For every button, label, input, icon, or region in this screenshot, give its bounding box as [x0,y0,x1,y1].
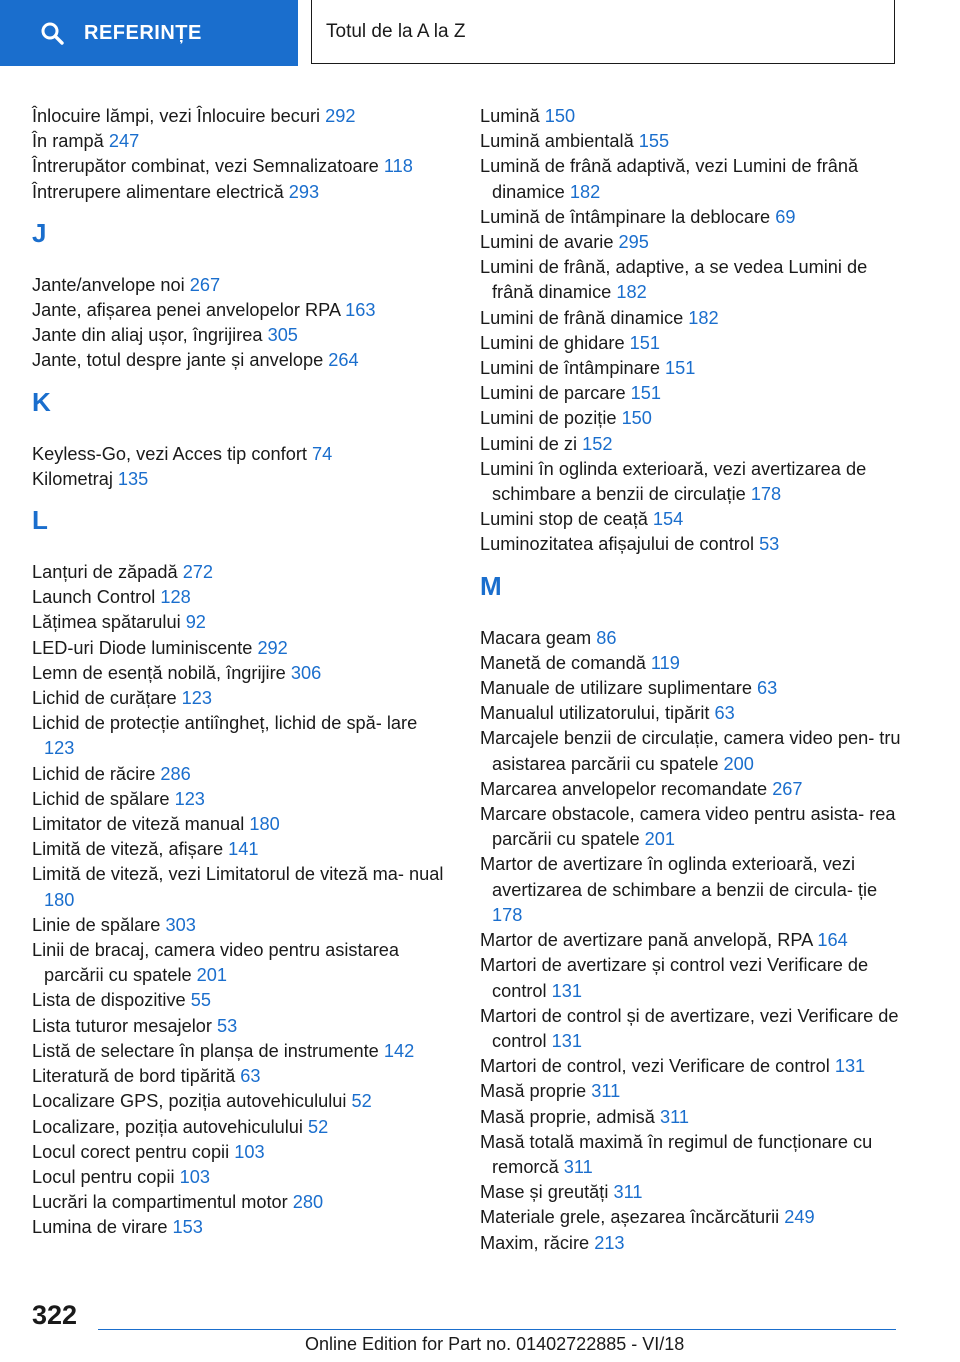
index-entry [32,273,452,298]
index-entry-page-link[interactable]: 52 [308,1116,329,1137]
index-entry [480,953,910,1003]
index-entry-page-link[interactable]: 247 [108,131,140,152]
index-entry-page-link[interactable]: 52 [351,1091,372,1112]
index-entry [480,255,910,305]
index-entry-text: Macara geam [480,627,592,648]
index-entry [480,129,910,154]
index-entry-text: Lemn de esență nobilă, îngrijire [32,662,286,683]
index-entry-text: Lista de dispozitive [32,990,186,1011]
index-entry-text: Lățimea spătarului [32,612,181,633]
index-entry-page-link[interactable]: 135 [117,468,149,489]
index-entry-page-link[interactable]: 86 [596,627,617,648]
index-entry-text: Lumini de frână dinamice [480,307,684,328]
index-letter-heading: M [480,570,502,601]
index-entry [480,928,910,953]
index-entry-page-link[interactable]: 311 [659,1106,689,1127]
index-entry-text: Lanțuri de zăpadă [32,562,178,583]
index-entry [32,1064,452,1089]
index-entry-page-link[interactable]: 63 [240,1066,261,1087]
index-entry [32,711,452,761]
index-entry-page-link[interactable]: 131 [551,980,583,1001]
index-entry-text: Martor de avertizare în oglinda exterioară, vezi avertizarea de schimbare a benzii de circula- ție [480,854,878,900]
index-entry-page-link[interactable]: 272 [182,562,214,583]
index-entry-page-link[interactable]: 311 [563,1156,593,1177]
index-entry-text: Localizare GPS, poziția autovehiculului [32,1091,347,1112]
index-entry [32,298,452,323]
index-entry-text: Launch Control [32,587,156,608]
index-entry-page-link[interactable]: 153 [172,1217,203,1238]
index-entry-page-link[interactable]: 213 [594,1232,625,1253]
index-entry-text: LED-uri Diode luminiscente [32,637,253,658]
index-entry-text: Lichid de spălare [32,788,170,809]
index-entry-text: Limitator de viteză manual [32,814,245,835]
index-entry-page-link[interactable]: 200 [723,753,754,774]
index-entry-page-link[interactable]: 292 [325,106,356,126]
index-entry-page-link[interactable]: 164 [817,930,848,951]
index-entry-text: Lumină de întâmpinare la deblocare [480,206,771,227]
index-entry [32,1140,452,1165]
index-entry [32,636,452,661]
index-entry-page-link[interactable]: 182 [569,181,601,202]
index-entry-page-link[interactable]: 103 [234,1141,265,1162]
index-entry-text: Manualul utilizatorului, tipărit [480,703,710,724]
index-entry-page-link[interactable]: 155 [638,131,670,152]
index-entry [480,104,910,129]
footer-edition-text: Online Edition for Part no. 01402722885 - VI/18 [305,1334,685,1354]
index-entry-page-link[interactable]: 295 [618,232,649,253]
index-entry-page-link[interactable]: 92 [185,612,206,633]
index-column-right [480,104,910,1256]
index-entry-page-link[interactable]: 201 [644,829,676,850]
index-entry-text: Marcarea anvelopelor recomandate [480,778,768,799]
index-entry [32,180,452,205]
index-entry-page-link[interactable]: 128 [160,587,191,608]
index-entry-text: Lista tuturor mesajelor [32,1015,212,1036]
index-entry-text: Lumină ambientală [480,131,634,152]
index-entry-page-link[interactable]: 311 [591,1081,621,1102]
index-entry [480,230,910,255]
index-entry-page-link[interactable]: 280 [292,1192,324,1213]
index-entry [32,1039,452,1064]
index-letter-heading: L [32,505,48,536]
index-entry-page-link[interactable]: 123 [174,788,205,809]
index-entry-text: Martori de avertizare și control vezi Verificare de control [480,955,869,1001]
index-entry-page-link[interactable]: 201 [196,965,228,986]
index-entry-page-link[interactable]: 151 [665,358,696,379]
section-title: Totul de la A la Z [326,20,466,42]
page-number: 322 [32,1300,78,1330]
index-entry [480,432,910,457]
index-entry [480,306,910,331]
index-entry [32,686,452,711]
index-entry-text: Întrerupător combinat, vezi Semnalizatoare [32,156,379,177]
index-entry-page-link[interactable]: 267 [189,274,221,295]
index-entry-text: Limită de viteză, vezi Limitatorul de viteză ma- nual [32,864,444,885]
index-entry [32,812,452,837]
index-entry-text: Lichid de răcire [32,763,156,784]
index-entry-page-link[interactable]: 123 [44,738,75,759]
index-entry-text: Linie de spălare [32,914,161,935]
index-entry-text: Locul corect pentru copii [32,1141,230,1162]
index-entry [32,862,452,912]
index-entry-text: Masă totală maximă în regimul de funcționare cu remorcă [480,1131,873,1177]
top-bar [0,0,960,66]
index-entry-text: Lumini stop de ceață [480,509,648,530]
index-entry [480,331,910,356]
index-entry-text: Limită de viteză, afișare [32,839,224,860]
index-entry-page-link[interactable]: 150 [544,106,576,126]
index-entry [480,651,910,676]
index-entry-page-link[interactable]: 305 [267,325,298,346]
index-entry-page-link[interactable]: 53 [759,534,780,555]
index-entry [480,1231,910,1256]
index-entry [32,104,452,129]
index-entry-text: Lumini de ghidare [480,332,625,353]
index-entry-text: Manuale de utilizare suplimentare [480,678,752,699]
index-entry [32,938,452,988]
index-entry [480,676,910,701]
index-entry [32,1089,452,1114]
index-entry-text: Keyless-Go, vezi Acces tip confort [32,443,307,464]
index-entry-text: Jante, totul despre jante și anvelope [32,350,324,371]
index-entry-text: Lumini de zi [480,433,578,454]
index-letter-heading: K [32,386,51,417]
index-entry-page-link[interactable]: 264 [328,350,359,371]
index-entry-text: Mase și greutăți [480,1182,609,1203]
index-entry-page-link[interactable]: 119 [650,652,680,673]
index-entry-page-link[interactable]: 63 [714,703,735,724]
index-entry [480,701,910,726]
references-tab-label: REFERINȚE [84,21,202,44]
index-entry-page-link[interactable]: 150 [621,408,652,429]
index-entry-page-link[interactable]: 151 [630,383,662,404]
index-entry [32,1115,452,1140]
index-entry-text: Întrerupere alimentare electrică [32,181,284,202]
index-entry-text: Lichid de curățare [32,688,177,709]
index-entry-text: În rampă [32,131,104,152]
index-entry [32,661,452,686]
index-entry-text: Marcajele benzii de circulație, camera video pen- tru asistarea parcării cu spatele [480,728,901,774]
index-entry-text: Lumină de frână adaptivă, vezi Lumini de frână dinamice [480,156,859,202]
index-entry-text: Lumină [480,106,540,126]
index-entry-text: Lumini de avarie [480,232,614,253]
section-title-tab[interactable] [311,0,895,64]
index-entry-page-link[interactable]: 55 [190,990,211,1011]
index-entry-page-link[interactable]: 182 [688,307,719,328]
search-icon [40,21,64,45]
index-entry-text: Lumina de virare [32,1217,168,1238]
index-entry [32,560,452,585]
index-entry [480,852,910,928]
index-entry-text: Jante, afișarea penei anvelopelor RPA [32,300,341,321]
index-entry-page-link[interactable]: 178 [750,484,782,505]
index-entry-text: Lichid de protecție antiîngheț, lichid de spă- lare [32,713,418,734]
index-entry-page-link[interactable]: 311 [613,1182,643,1203]
index-entry-page-link[interactable]: 306 [290,662,322,683]
index-entry-text: Jante/anvelope noi [32,274,185,295]
index-entry [32,1014,452,1039]
index-entry [32,610,452,635]
index-entry [480,205,910,230]
index-entry [480,726,910,776]
index-entry [32,762,452,787]
index-entry [32,154,452,179]
index-entry-text: Masă proprie, admisă [480,1106,655,1127]
index-entry [480,1054,910,1079]
index-entry-text: Marcare obstacole, camera video pentru asista- rea parcării cu spatele [480,804,896,850]
index-entry-page-link[interactable]: 142 [383,1040,415,1061]
index-entry [480,1004,910,1054]
index-entry [480,1079,910,1104]
index-entry-text: Jante din aliaj ușor, îngrijirea [32,325,263,346]
footer-divider [98,1329,896,1330]
index-entry [32,442,452,467]
index-entry-page-link[interactable]: 103 [179,1166,210,1187]
index-entry [32,1215,452,1240]
index-entry [480,802,910,852]
index-entry-page-link[interactable]: 286 [160,763,191,784]
index-entry [480,457,910,507]
index-entry-page-link[interactable]: 131 [551,1030,583,1051]
index-entry [32,1165,452,1190]
index-entry-text: Materiale grele, așezarea încărcăturii [480,1207,780,1228]
index-letter-heading: J [32,217,47,248]
index-entry [32,1190,452,1215]
index-entry [32,129,452,154]
index-entry [480,532,910,557]
index-entry [32,837,452,862]
index-entry-text: Lumini de întâmpinare [480,358,660,379]
index-entry-text: Listă de selectare în planșa de instrumente [32,1040,379,1061]
index-entry [480,356,910,381]
index-entry-page-link[interactable]: 163 [345,300,376,321]
index-entry [480,507,910,532]
index-entry-page-link[interactable]: 123 [181,688,212,709]
index-entry-page-link[interactable]: 154 [652,509,684,530]
index-entry-page-link[interactable]: 63 [757,678,778,699]
index-entry-page-link[interactable]: 178 [492,904,523,925]
index-entry-page-link[interactable]: 151 [629,332,661,353]
index-entry-text: Lumini de parcare [480,383,626,404]
index-entry-page-link[interactable]: 180 [249,814,280,835]
index-entry-page-link[interactable]: 267 [772,778,803,799]
index-entry [480,406,910,431]
index-entry-text: Lumini de frână, adaptive, a se vedea Lumini de frână dinamice [480,257,868,303]
references-tab[interactable] [0,0,298,66]
index-entry [480,626,910,651]
index-entry-text: Manetă de comandă [480,652,646,673]
index-entry [32,323,452,348]
index-entry-text: Maxim, răcire [480,1232,590,1253]
index-entry-page-link[interactable]: 53 [217,1015,238,1036]
index-entry-page-link[interactable]: 292 [257,637,288,658]
index-entry-text: Linii de bracaj, camera video pentru asistarea parcării cu spatele [32,940,399,986]
index-entry-page-link[interactable]: 118 [383,156,413,177]
index-entry-text: Martor de avertizare pană anvelopă, RPA [480,930,813,951]
index-column-left [32,104,452,1241]
index-entry-page-link[interactable]: 249 [784,1207,815,1228]
index-entry [32,787,452,812]
index-entry [32,348,452,373]
index-entry [32,988,452,1013]
index-entry-text: Literatură de bord tipărită [32,1066,236,1087]
index-entry-page-link[interactable]: 303 [165,914,196,935]
index-entry-text: Localizare, poziția autovehiculului [32,1116,303,1137]
index-entry-text: Lucrări la compartimentul motor [32,1192,288,1213]
index-entry [480,1205,910,1230]
index-entry-page-link[interactable]: 141 [228,839,259,860]
index-entry-page-link[interactable]: 180 [44,889,75,910]
index-entry [32,913,452,938]
index-entry-page-link[interactable]: 293 [288,181,320,202]
index-entry [480,777,910,802]
index-entry-text: Locul pentru copii [32,1166,175,1187]
index-entry [480,154,910,204]
index-entry [480,1105,910,1130]
index-entry [480,381,910,406]
index-entry-text: Lumini de poziție [480,408,617,429]
index-entry-text: Luminozitatea afișajului de control [480,534,754,555]
index-entry [32,467,452,492]
index-entry-page-link[interactable]: 74 [312,443,333,464]
index-entry [32,585,452,610]
index-entry-page-link[interactable]: 131 [834,1056,866,1077]
index-entry-text: Lumini în oglinda exterioară, vezi avertizarea de schimbare a benzii de circulație [480,458,867,505]
index-entry [480,1180,910,1205]
index-entry-text: Martori de control și de avertizare, vezi Verificare de control [480,1005,899,1051]
index-entry-page-link[interactable]: 182 [616,282,647,303]
index-entry-page-link[interactable]: 152 [582,433,613,454]
index-entry-page-link[interactable]: 69 [775,206,796,227]
index-entry-text: Martori de control, vezi Verificare de control [480,1056,830,1077]
index-entry-text: Înlocuire lămpi, vezi Înlocuire becuri [32,106,321,126]
index-entry-text: Masă proprie [480,1081,587,1102]
index-entry-text: Kilometraj [32,468,113,489]
index-entry [480,1130,910,1180]
